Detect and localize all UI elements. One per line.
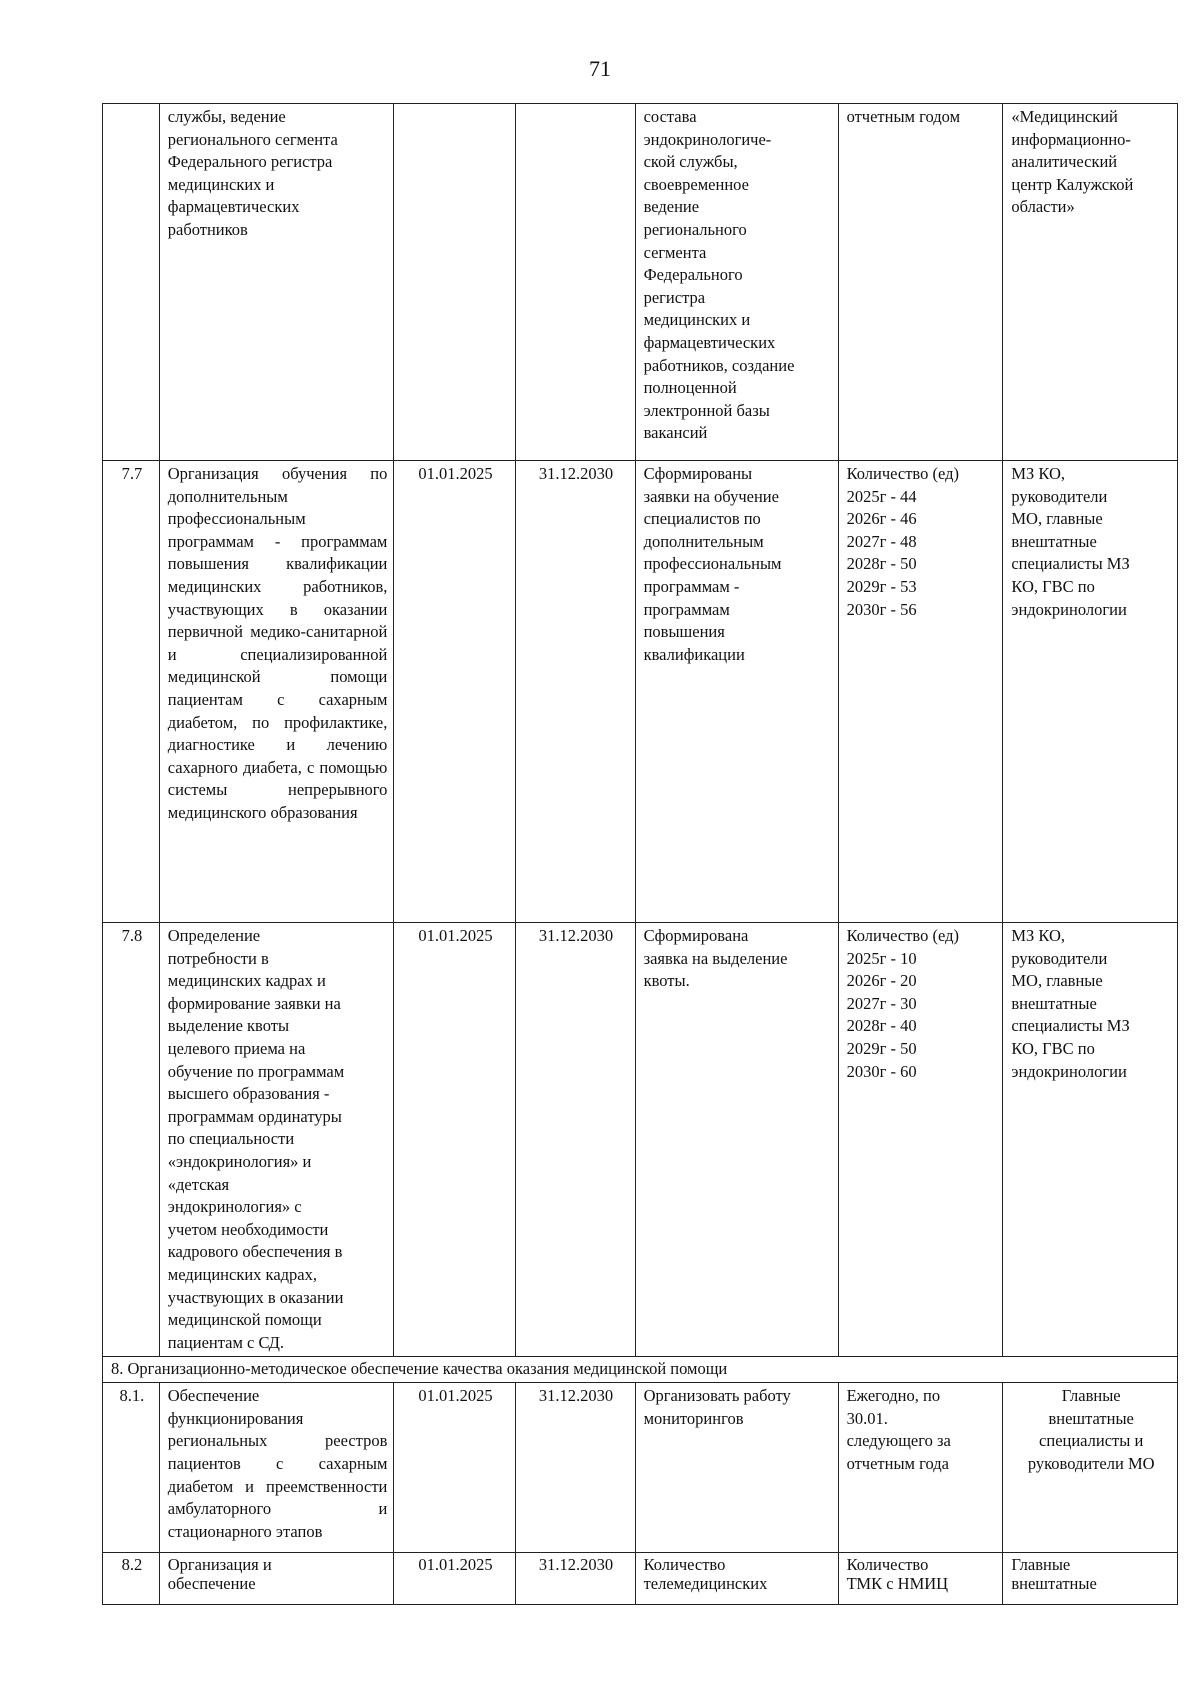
start-date-cell — [394, 104, 515, 461]
row-number-cell: 8.2 — [103, 1553, 160, 1605]
result-cell: Сформированы заявки на обучение специалистов по дополнительным профессиональным программам - программам повышения квалификации — [635, 461, 838, 923]
table-row — [103, 461, 1178, 923]
table-row — [103, 1553, 1178, 1605]
action-cell: Организация обучения по дополнительным профессиональным программам - программам повышения квалификации медицинских работников, участвующих в оказании первичной медико-санитарной и специализированной медицинской помощи пациентам с сахарным диабетом, по профилактике, диагностике и лечению сахарного диабета, с помощью системы непрерывного медицинского образования — [159, 461, 394, 923]
end-date-cell: 31.12.2030 — [515, 923, 635, 1357]
responsible-cell: Главные внештатные — [1003, 1553, 1178, 1605]
table-row — [103, 923, 1178, 1357]
activities-table — [102, 103, 1178, 1605]
section-title: 8. Организационно-методическое обеспечение качества оказания медицинской помощи — [103, 1357, 1178, 1383]
row-number-cell: 8.1. — [103, 1383, 160, 1553]
end-date-cell — [515, 104, 635, 461]
start-date-cell: 01.01.2025 — [394, 1383, 515, 1553]
result-cell: Организовать работу мониторингов — [635, 1383, 838, 1553]
table-row — [103, 104, 1178, 461]
table-row — [103, 1383, 1178, 1553]
page-number: 71 — [589, 56, 611, 81]
action-cell: Определение потребности в медицинских кадрах и формирование заявки на выделение квоты целевого приема на обучение по программам высшего образования - программам ординатуры по специальности «эндокринология» и «детская эндокринология» с учетом необходимости кадрового обеспечения в медицинских кадрах, участвующих в оказании медицинской помощи пациентам с СД. — [159, 923, 394, 1357]
row-number-cell — [103, 104, 160, 461]
end-date-cell: 31.12.2030 — [515, 1383, 635, 1553]
indicator-cell: Количество (ед) 2025г - 44 2026г - 46 2027г - 48 2028г - 50 2029г - 53 2030г - 56 — [838, 461, 1003, 923]
responsible-cell: Главные внештатные специалисты и руководители МО — [1003, 1383, 1178, 1553]
row-number-cell: 7.8 — [103, 923, 160, 1357]
responsible-cell: «Медицинский информационно- аналитический центр Калужской области» — [1003, 104, 1178, 461]
action-cell: службы, ведение регионального сегмента Федерального регистра медицинских и фармацевтических работников — [159, 104, 394, 461]
row-number-cell: 7.7 — [103, 461, 160, 923]
indicator-cell: Ежегодно, по 30.01. следующего за отчетным года — [838, 1383, 1003, 1553]
indicator-cell: Количество (ед) 2025г - 10 2026г - 20 2027г - 30 2028г - 40 2029г - 50 2030г - 60 — [838, 923, 1003, 1357]
end-date-cell: 31.12.2030 — [515, 1553, 635, 1605]
action-cell: Обеспечение функционирования региональных реестров пациентов с сахарным диабетом и преемственности амбулаторного и стационарного этапов — [159, 1383, 394, 1553]
result-cell: Количество телемедицинских — [635, 1553, 838, 1605]
indicator-cell: Количество ТМК с НМИЦ — [838, 1553, 1003, 1605]
result-cell: Сформирована заявка на выделение квоты. — [635, 923, 838, 1357]
result-cell: состава эндокринологиче- ской службы, своевременное ведение регионального сегмента Федерального регистра медицинских и фармацевтических работников, создание полноценной электронной базы вакансий — [635, 104, 838, 461]
indicator-cell: отчетным годом — [838, 104, 1003, 461]
responsible-cell: МЗ КО, руководители МО, главные внештатные специалисты МЗ КО, ГВС по эндокринологии — [1003, 461, 1178, 923]
action-cell: Организация и обеспечение — [159, 1553, 394, 1605]
start-date-cell: 01.01.2025 — [394, 461, 515, 923]
start-date-cell: 01.01.2025 — [394, 1553, 515, 1605]
start-date-cell: 01.01.2025 — [394, 923, 515, 1357]
responsible-cell: МЗ КО, руководители МО, главные внештатные специалисты МЗ КО, ГВС по эндокринологии — [1003, 923, 1178, 1357]
end-date-cell: 31.12.2030 — [515, 461, 635, 923]
section-header-row — [103, 1357, 1178, 1383]
